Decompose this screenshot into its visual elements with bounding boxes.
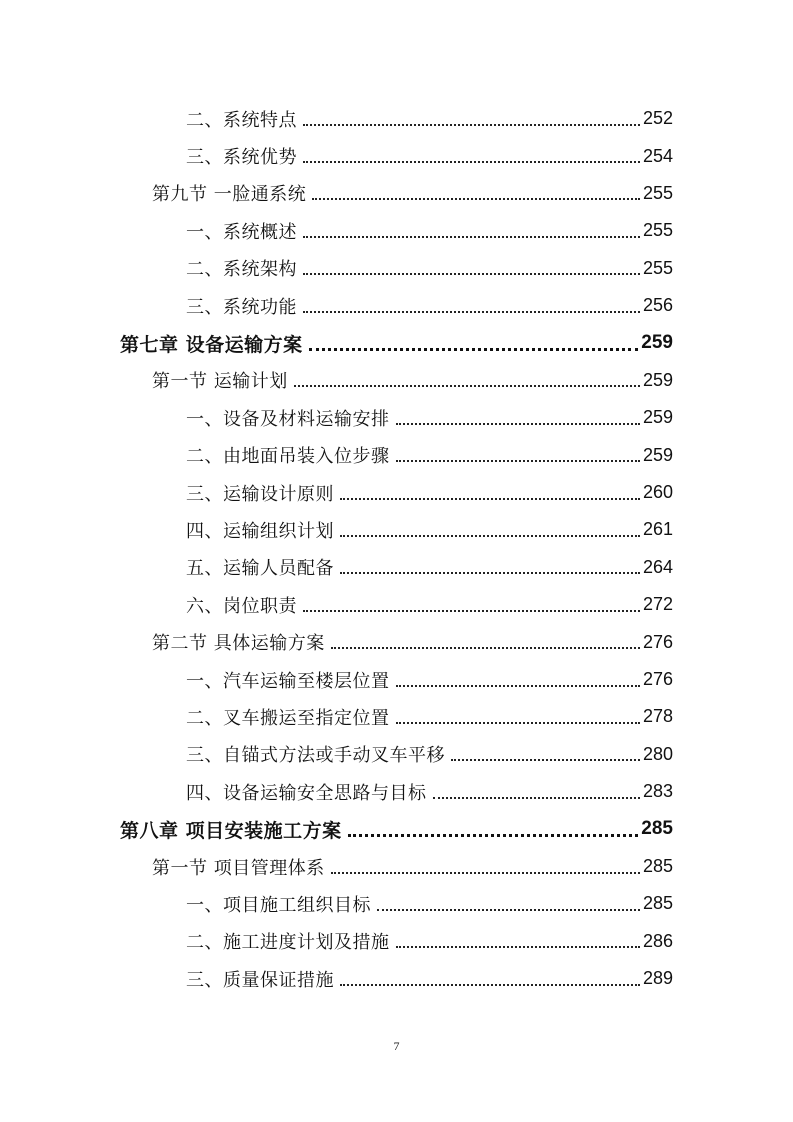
toc-entry-item[interactable] xyxy=(0,399,793,436)
toc-entry-item[interactable] xyxy=(0,100,793,137)
toc-entry-item[interactable] xyxy=(0,437,793,474)
page-number: 7 xyxy=(393,1039,400,1053)
dot-leader xyxy=(451,759,640,761)
toc-entry-title: 四、运输组织计划 xyxy=(186,520,334,542)
toc-entry-page: 285 xyxy=(642,893,673,914)
toc-entry-item[interactable] xyxy=(0,474,793,511)
toc-entry-title: 第七章 设备运输方案 xyxy=(120,333,303,356)
toc-entry-title: 一、系统概述 xyxy=(186,221,297,243)
toc-entry-title: 三、自锚式方法或手动叉车平移 xyxy=(186,745,445,767)
toc-entry-item[interactable] xyxy=(0,923,793,960)
toc-entry-item[interactable] xyxy=(0,511,793,548)
toc-entry-title: 三、系统功能 xyxy=(186,296,297,318)
toc-entry-page: 278 xyxy=(642,706,673,727)
toc-entry-page: 280 xyxy=(642,743,673,764)
toc-entry-title: 三、系统优势 xyxy=(186,147,297,169)
dot-leader xyxy=(348,834,639,837)
toc-entry-page: 259 xyxy=(642,444,673,465)
toc-entry-page: 285 xyxy=(641,818,673,840)
toc-entry-item[interactable] xyxy=(0,736,793,773)
toc-entry-page: 254 xyxy=(642,145,673,166)
toc-entry-page: 259 xyxy=(642,369,673,390)
toc-entry-title: 第八章 项目安装施工方案 xyxy=(120,819,342,842)
toc-entry-item[interactable] xyxy=(0,885,793,922)
toc-entry-page: 255 xyxy=(642,220,673,241)
toc-entry-chapter[interactable] xyxy=(0,810,793,847)
toc-entry-title: 第二节 具体运输方案 xyxy=(152,633,325,655)
dot-leader xyxy=(396,946,640,948)
toc-entry-title: 第九节 一脸通系统 xyxy=(152,184,307,206)
toc-entry-page: 259 xyxy=(642,407,673,428)
dot-leader xyxy=(331,647,640,649)
toc-entry-item[interactable] xyxy=(0,287,793,324)
toc-entry-item[interactable] xyxy=(0,549,793,586)
toc-entry-title: 五、运输人员配备 xyxy=(186,558,334,580)
dot-leader xyxy=(396,460,640,462)
toc-entry-page: 256 xyxy=(642,295,673,316)
dot-leader xyxy=(303,161,640,163)
dot-leader xyxy=(294,385,640,387)
toc-entry-title: 二、系统特点 xyxy=(186,109,297,131)
toc-entry-title: 三、运输设计原则 xyxy=(186,483,334,505)
dot-leader xyxy=(340,984,640,986)
dot-leader xyxy=(377,909,640,911)
dot-leader xyxy=(303,236,640,238)
toc-entry-title: 第一节 运输计划 xyxy=(152,371,288,393)
dot-leader xyxy=(340,572,640,574)
toc-entry-title: 一、汽车运输至楼层位置 xyxy=(186,670,390,692)
toc-entry-section[interactable] xyxy=(0,362,793,399)
toc-entry-item[interactable] xyxy=(0,586,793,623)
toc-entry-section[interactable] xyxy=(0,848,793,885)
toc-entry-page: 261 xyxy=(642,519,673,540)
dot-leader xyxy=(331,872,640,874)
toc-entry-section[interactable] xyxy=(0,623,793,660)
toc-entry-title: 六、岗位职责 xyxy=(186,595,297,617)
toc-entry-page: 255 xyxy=(642,257,673,278)
toc-entry-page: 286 xyxy=(642,930,673,951)
toc-entry-page: 289 xyxy=(642,968,673,989)
toc-entry-page: 259 xyxy=(641,332,673,354)
toc-entry-title: 二、由地面吊装入位步骤 xyxy=(186,446,390,468)
toc-entry-item[interactable] xyxy=(0,137,793,174)
dot-leader xyxy=(433,797,640,799)
toc-entry-page: 264 xyxy=(642,556,673,577)
toc-entry-page: 255 xyxy=(642,182,673,203)
dot-leader xyxy=(303,610,640,612)
toc-entry-page: 276 xyxy=(642,669,673,690)
toc-entry-title: 二、叉车搬运至指定位置 xyxy=(186,707,390,729)
dot-leader xyxy=(303,273,640,275)
dot-leader xyxy=(309,348,639,351)
toc-entry-section[interactable] xyxy=(0,175,793,212)
toc-entry-item[interactable] xyxy=(0,250,793,287)
toc-entry-page: 252 xyxy=(642,108,673,129)
toc-entry-title: 四、设备运输安全思路与目标 xyxy=(186,782,427,804)
dot-leader xyxy=(340,535,640,537)
dot-leader xyxy=(312,198,640,200)
toc-entry-item[interactable] xyxy=(0,773,793,810)
toc-entry-title: 三、质量保证措施 xyxy=(186,969,334,991)
toc-entry-title: 一、设备及材料运输安排 xyxy=(186,408,390,430)
toc-entry-chapter[interactable] xyxy=(0,324,793,361)
toc-entry-title: 二、系统架构 xyxy=(186,259,297,281)
toc-entry-page: 283 xyxy=(642,781,673,802)
toc-entry-title: 第一节 项目管理体系 xyxy=(152,857,325,879)
toc-entry-page: 272 xyxy=(642,594,673,615)
toc-entry-page: 285 xyxy=(642,856,673,876)
dot-leader xyxy=(303,311,640,313)
dot-leader xyxy=(396,722,640,724)
toc-entry-item[interactable] xyxy=(0,698,793,735)
table-of-contents xyxy=(0,100,793,997)
dot-leader xyxy=(303,124,640,126)
toc-entry-page: 260 xyxy=(642,482,673,503)
dot-leader xyxy=(396,685,640,687)
toc-entry-title: 二、施工进度计划及措施 xyxy=(186,932,390,954)
toc-entry-item[interactable] xyxy=(0,212,793,249)
toc-entry-item[interactable] xyxy=(0,661,793,698)
dot-leader xyxy=(340,498,640,500)
toc-entry-item[interactable] xyxy=(0,960,793,997)
toc-entry-title: 一、项目施工组织目标 xyxy=(186,894,371,916)
toc-entry-page: 276 xyxy=(642,631,673,652)
dot-leader xyxy=(396,423,640,425)
